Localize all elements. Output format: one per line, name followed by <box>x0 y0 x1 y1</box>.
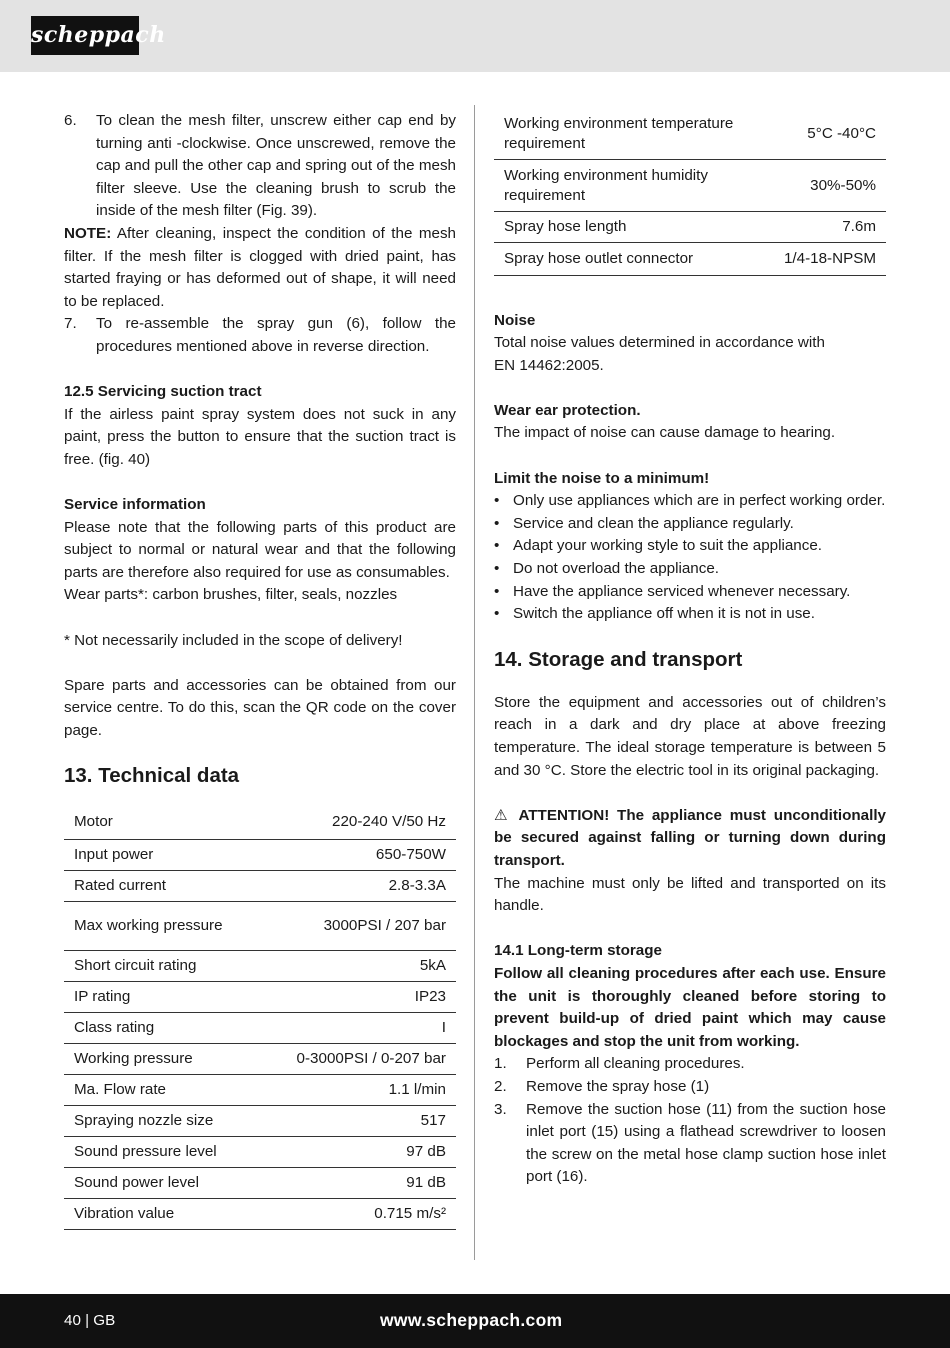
step-text: Perform all cleaning procedures. <box>526 1055 745 1073</box>
list-item <box>494 581 886 604</box>
spec-value: 1.1 l/min <box>259 1074 456 1105</box>
warning-icon: ⚠ <box>494 806 512 824</box>
page-header <box>0 0 950 72</box>
list-item <box>494 603 886 626</box>
note-label: NOTE: <box>64 224 112 242</box>
list-item <box>494 535 886 558</box>
step-number: 6. <box>64 112 77 129</box>
table-row <box>494 243 886 276</box>
spec-label: Class rating <box>64 1012 259 1043</box>
limit-noise-heading: Limit the noise to a minimum! <box>494 469 710 487</box>
website-link[interactable]: www.scheppach.com <box>380 1310 563 1330</box>
technical-data-heading: 13. Technical data <box>64 763 240 787</box>
page-number: 40 <box>64 1312 81 1329</box>
spec-label: Spraying nozzle size <box>64 1105 259 1136</box>
table-row <box>64 1074 456 1105</box>
left-column <box>64 110 456 1230</box>
spec-label: Working pressure <box>64 1043 259 1074</box>
spec-value: 30%-50% <box>774 160 886 212</box>
brand-logo: scheppach <box>31 16 139 55</box>
bullet-icon: • <box>494 560 500 578</box>
column-divider <box>474 105 475 1260</box>
spec-label: Rated current <box>64 870 259 901</box>
spec-label: Short circuit rating <box>64 950 259 981</box>
spec-label: IP rating <box>64 981 259 1012</box>
attention-body: The machine must only be lifted and transported on its handle. <box>494 874 886 915</box>
noise-bullet-list <box>494 490 886 626</box>
technical-data-table <box>64 806 456 1230</box>
table-row <box>64 1043 456 1074</box>
suction-heading: 12.5 Servicing suction tract <box>64 383 262 401</box>
table-row <box>64 1012 456 1043</box>
step-text: Remove the suction hose (11) from the suction hose inlet port (15) using a flathead screwdriver to loosen the screw on the metal hose clamp suction hose inlet port (16). <box>526 1100 886 1186</box>
table-row <box>64 950 456 981</box>
list-item <box>494 1053 886 1076</box>
step-number: 1. <box>494 1055 507 1073</box>
list-item <box>494 513 886 536</box>
table-row <box>494 160 886 212</box>
spec-label: Working environment temperature requirement <box>494 108 774 160</box>
ear-protection-heading: Wear ear protection. <box>494 401 641 419</box>
spec-value: 517 <box>259 1105 456 1136</box>
table-row <box>64 1198 456 1229</box>
long-term-storage-heading: 14.1 Long-term storage <box>494 942 662 960</box>
spec-value: 220-240 V/50 Hz <box>259 806 456 840</box>
table-row <box>64 806 456 840</box>
bullet-text: Have the appliance serviced whenever necessary. <box>513 582 851 600</box>
spec-value: IP23 <box>259 981 456 1012</box>
step-number: 3. <box>494 1100 507 1118</box>
step-text: To clean the mesh filter, unscrew either cap end by turning anti -clockwise. Once unscrewed, remove the cap and pull the other cap and spring out of the mesh filter sleeve. Use the cleaning brush to scrub the inside of the mesh filter (Fig. 39). <box>96 112 456 220</box>
spec-label: Input power <box>64 839 259 870</box>
list-item <box>494 1099 886 1189</box>
right-column <box>494 108 886 1189</box>
note-paragraph <box>64 223 456 313</box>
environment-table <box>494 108 886 276</box>
long-term-storage-intro: Follow all cleaning procedures after each use. Ensure the unit is thoroughly cleaned before storing to prevent build-up of dried paint which may cause blockages and stop the unit from working. <box>494 964 886 1050</box>
attention-text: ATTENTION! The appliance must unconditionally be secured against falling or turning down during transport. <box>494 806 887 869</box>
noise-text: Total noise values determined in accordance with <box>494 334 825 352</box>
service-heading: Service information <box>64 496 206 514</box>
spec-value: I <box>259 1012 456 1043</box>
table-row <box>494 212 886 243</box>
bullet-icon: • <box>494 492 500 510</box>
table-row <box>64 1136 456 1167</box>
spec-value: 3000PSI / 207 bar <box>259 901 456 950</box>
page-footer <box>0 1294 950 1348</box>
bullet-icon: • <box>494 537 500 555</box>
noise-heading: Noise <box>494 311 536 329</box>
suction-text: If the airless paint spray system does not suck in any paint, press the button to ensure that the suction tract is free. (fig. 40) <box>64 405 456 468</box>
step-number: 2. <box>494 1077 507 1095</box>
table-row <box>64 1105 456 1136</box>
spec-value: 0-3000PSI / 0-207 bar <box>259 1043 456 1074</box>
storage-text: Store the equipment and accessories out of children’s reach in a dark and dry place at above freezing temperature. The ideal storage temperature is between 5 and 30 °C. Store the electric tool in its original packaging. <box>494 693 886 779</box>
storage-steps-list <box>494 1053 886 1189</box>
storage-heading: 14. Storage and transport <box>494 647 743 671</box>
bullet-text: Do not overload the appliance. <box>513 560 720 578</box>
list-item <box>494 1076 886 1099</box>
step-7 <box>64 313 456 358</box>
bullet-text: Only use appliances which are in perfect working order. <box>513 492 886 510</box>
bullet-icon: • <box>494 514 500 532</box>
bullet-text: Service and clean the appliance regularly. <box>513 514 794 532</box>
spec-value: 5°C -40°C <box>774 108 886 160</box>
footnote: * Not necessarily included in the scope of delivery! <box>64 631 403 649</box>
spec-value: 1/4-18-NPSM <box>774 243 886 276</box>
spec-value: 650-750W <box>259 839 456 870</box>
list-item <box>494 490 886 513</box>
step-number: 7. <box>64 315 77 333</box>
table-row <box>64 901 456 950</box>
step-text: Remove the spray hose (1) <box>526 1077 710 1095</box>
spec-label: Sound pressure level <box>64 1136 259 1167</box>
table-row <box>64 1167 456 1198</box>
list-item <box>494 558 886 581</box>
bullet-icon: • <box>494 582 500 600</box>
noise-standard: EN 14462:2005. <box>494 356 604 374</box>
table-row <box>64 839 456 870</box>
spare-parts-text: Spare parts and accessories can be obtained from our service centre. To do this, scan the QR code on the cover page. <box>64 676 456 740</box>
spec-label: Spray hose outlet connector <box>494 243 774 276</box>
spec-label: Vibration value <box>64 1198 259 1229</box>
attention-paragraph <box>494 805 886 873</box>
wear-parts: Wear parts*: carbon brushes, filter, seals, nozzles <box>64 586 398 604</box>
spec-label: Ma. Flow rate <box>64 1074 259 1105</box>
ear-protection-text: The impact of noise can cause damage to hearing. <box>494 424 836 442</box>
table-row <box>494 108 886 160</box>
spec-label: Sound power level <box>64 1167 259 1198</box>
spec-value: 0.715 m/s² <box>259 1198 456 1229</box>
spec-label: Working environment humidity requirement <box>494 160 774 212</box>
spec-value: 2.8-3.3A <box>259 870 456 901</box>
step-6 <box>64 110 456 223</box>
bullet-text: Switch the appliance off when it is not in use. <box>513 605 815 623</box>
spec-label: Spray hose length <box>494 212 774 243</box>
spec-value: 5kA <box>259 950 456 981</box>
bullet-text: Adapt your working style to suit the appliance. <box>513 537 822 555</box>
spec-value: 7.6m <box>774 212 886 243</box>
table-row <box>64 870 456 901</box>
step-text: To re-assemble the spray gun (6), follow the procedures mentioned above in reverse direction. <box>96 315 456 355</box>
spec-label: Max working pressure <box>64 901 259 950</box>
note-text: After cleaning, inspect the condition of the mesh filter. If the mesh filter is clogged with dried paint, has started fraying or has deformed out of shape, it will need to be replaced. <box>64 224 456 310</box>
language-code: GB <box>93 1312 116 1329</box>
table-row <box>64 981 456 1012</box>
spec-value: 91 dB <box>259 1167 456 1198</box>
page-number-block: 40 | GB <box>64 1312 116 1329</box>
bullet-icon: • <box>494 605 500 623</box>
spec-value: 97 dB <box>259 1136 456 1167</box>
spec-label: Motor <box>64 806 259 840</box>
service-text: Please note that the following parts of this product are subject to normal or natural wear and that the following parts are therefore also required for use as consumables. <box>64 518 456 581</box>
